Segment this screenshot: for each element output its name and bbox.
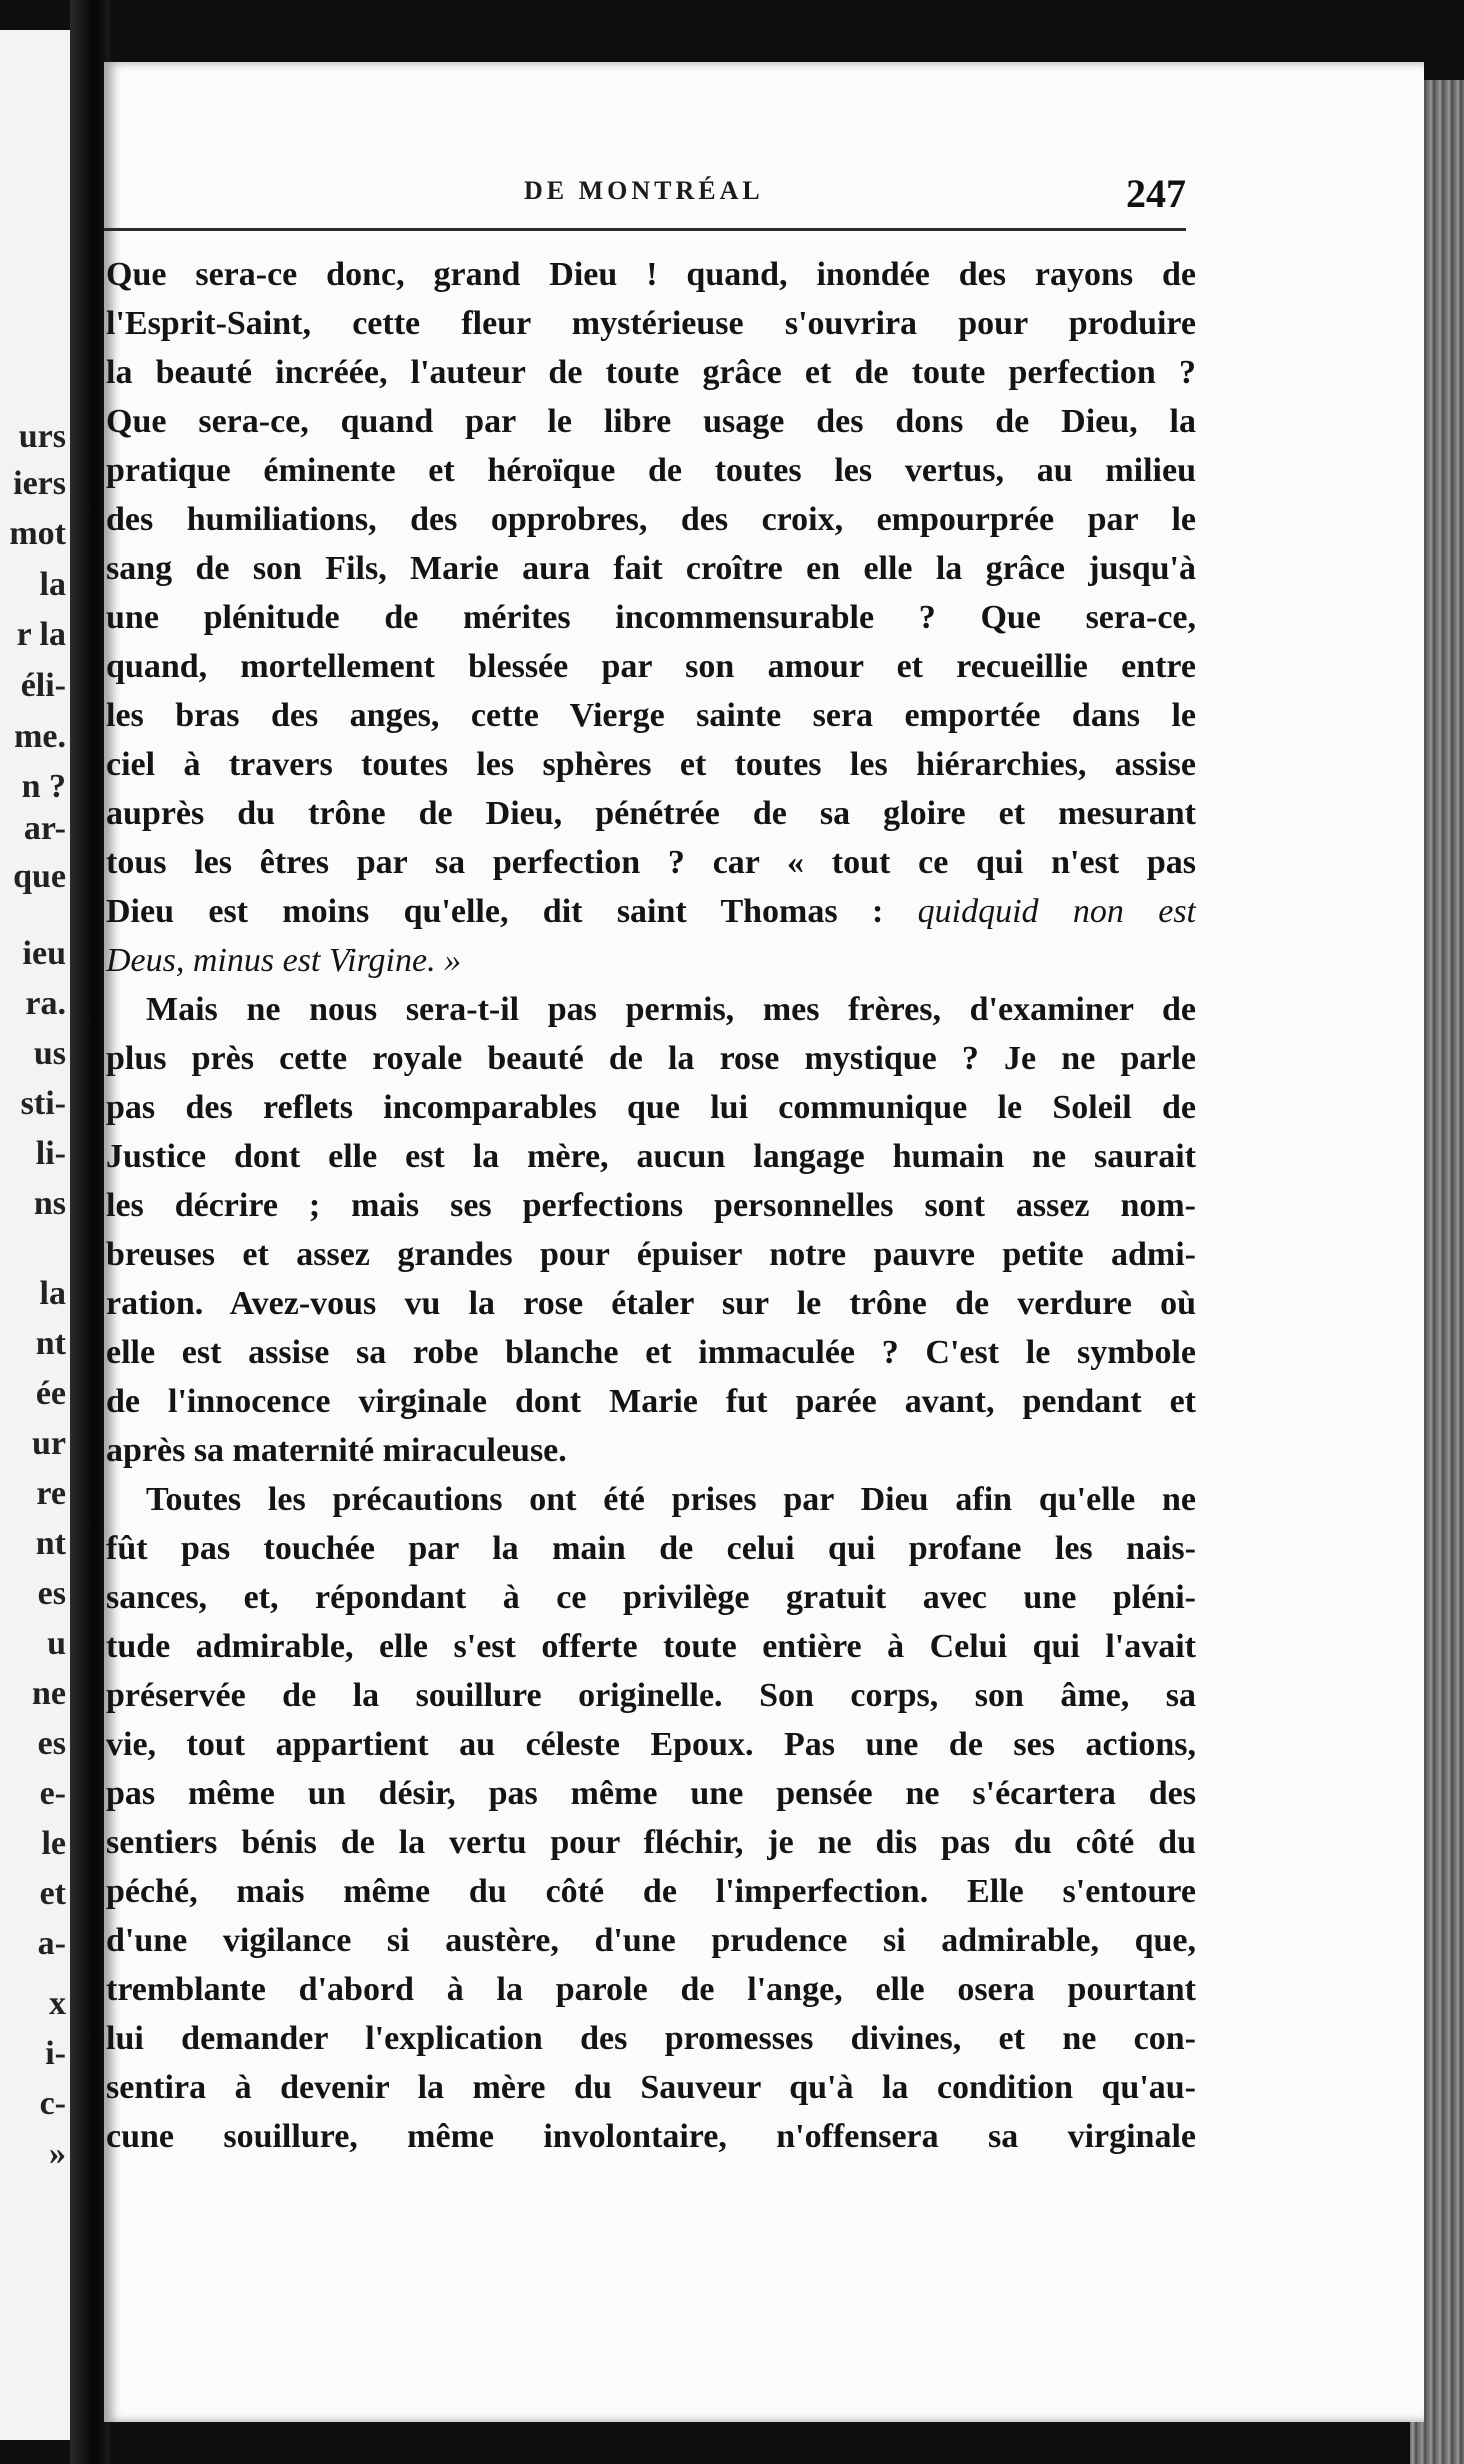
italic-quote-line: Deus, minus est Virgine. » <box>106 942 462 979</box>
text-line: Que sera-ce, quand par le libre usage des dons de Dieu, la <box>106 403 1196 440</box>
text-line: elle est assise sa robe blanche et immaculée ? C'est le symbole <box>106 1334 1196 1371</box>
left-page-text-fragment: urs <box>18 418 66 455</box>
text-line: des humiliations, des opprobres, des croix, empourprée par le <box>106 501 1196 538</box>
left-page-text-fragment: nt <box>35 1525 66 1562</box>
left-page-text-fragment: e- <box>39 1775 66 1812</box>
text-line: les décrire ; mais ses perfections personnelles sont assez nom- <box>106 1187 1196 1224</box>
text-line: préservée de la souillure originelle. Son corps, son âme, sa <box>106 1677 1196 1714</box>
left-page-text-fragment: iers <box>13 465 66 502</box>
page-header <box>104 170 1424 226</box>
left-page-text-fragment: ur <box>32 1425 66 1462</box>
text-line: ciel à travers toutes les sphères et toutes les hiérarchies, assise <box>106 746 1196 783</box>
text-line-start: Dieu est moins qu'elle, dit saint Thomas : <box>106 893 884 930</box>
left-page-text-fragment: ne <box>32 1675 66 1712</box>
text-line: plus près cette royale beauté de la rose mystique ? Je ne parle <box>106 1040 1196 1077</box>
paragraph-start-line: Toutes les précautions ont été prises par Dieu afin qu'elle ne <box>146 1481 1196 1518</box>
left-page-text-fragment: éli- <box>20 667 66 704</box>
left-page-text-fragment: ns <box>33 1185 66 1222</box>
text-line: pas des reflets incomparables que lui communique le Soleil de <box>106 1089 1196 1126</box>
left-page-text-fragment: et <box>39 1875 66 1912</box>
left-page-text-fragment: nt <box>35 1325 66 1362</box>
text-line: une plénitude de mérites incommensurable ? Que sera-ce, <box>106 599 1196 636</box>
left-page-text-fragment: re <box>36 1475 66 1512</box>
left-page-text-fragment: » <box>49 2135 66 2172</box>
left-page-text-fragment: ée <box>35 1375 66 1412</box>
italic-quote: quidquid non est <box>917 893 1196 930</box>
text-line: cune souillure, même involontaire, n'offensera sa virginale <box>106 2118 1196 2155</box>
text-line: tremblante d'abord à la parole de l'ange, elle osera pourtant <box>106 1971 1196 2008</box>
text-line: de l'innocence virginale dont Marie fut parée avant, pendant et <box>106 1383 1196 1420</box>
text-line: pratique éminente et héroïque de toutes les vertus, au milieu <box>106 452 1196 489</box>
left-page-text-fragment: x <box>49 1985 66 2022</box>
left-page-text-fragment: ieu <box>22 935 66 972</box>
left-page-text-fragment: le <box>41 1825 66 1862</box>
left-page-text-fragment: a- <box>37 1925 66 1962</box>
paragraph-end-line: après sa maternité miraculeuse. <box>106 1432 567 1469</box>
left-page-text-fragment: que <box>13 858 66 895</box>
running-title: DE MONTRÉAL <box>524 176 764 205</box>
left-page-text-fragment: la <box>39 566 66 603</box>
text-line-with-quote <box>104 887 1196 936</box>
text-line: les bras des anges, cette Vierge sainte sera emportée dans le <box>106 697 1196 734</box>
left-page-text-fragment: es <box>37 1725 66 1762</box>
text-line: vie, tout appartient au céleste Epoux. Pas une de ses actions, <box>106 1726 1196 1763</box>
left-page-text-fragment: c- <box>39 2085 66 2122</box>
left-page-text-fragment: la <box>39 1275 66 1312</box>
body-text <box>104 250 1196 2161</box>
text-line: sentiers bénis de la vertu pour fléchir, je ne dis pas du côté du <box>106 1824 1196 1861</box>
paragraph-start-line: Mais ne nous sera-t-il pas permis, mes frères, d'examiner de <box>146 991 1196 1028</box>
left-page-text-fragment: li- <box>35 1135 66 1172</box>
text-line: tude admirable, elle s'est offerte toute entière à Celui qui l'avait <box>106 1628 1196 1665</box>
text-line: lui demander l'explication des promesses divines, et ne con- <box>106 2020 1196 2057</box>
left-page-text-fragment: me. <box>14 718 66 755</box>
left-page-text-fragment: i- <box>45 2035 66 2072</box>
left-page-text-fragment: es <box>37 1575 66 1612</box>
left-page-text-fragment: mot <box>9 515 66 552</box>
text-line: l'Esprit-Saint, cette fleur mystérieuse s'ouvrira pour produire <box>106 305 1196 342</box>
text-line: sang de son Fils, Marie aura fait croître en elle la grâce jusqu'à <box>106 550 1196 587</box>
text-line: fût pas touchée par la main de celui qui profane les nais- <box>106 1530 1196 1567</box>
page-number: 247 <box>1126 171 1186 216</box>
header-rule <box>104 228 1186 231</box>
text-line: breuses et assez grandes pour épuiser notre pauvre petite admi- <box>106 1236 1196 1273</box>
text-line: Justice dont elle est la mère, aucun langage humain ne saurait <box>106 1138 1196 1175</box>
left-page-text-fragment: ra. <box>25 985 66 1022</box>
text-line: la beauté incréée, l'auteur de toute grâce et de toute perfection ? <box>106 354 1196 391</box>
left-page-text-fragment: ar- <box>23 810 66 847</box>
text-line: sances, et, répondant à ce privilège gratuit avec une pléni- <box>106 1579 1196 1616</box>
page <box>104 62 1424 2422</box>
left-page-text-fragment: u <box>47 1625 66 1662</box>
text-line: Que sera-ce donc, grand Dieu ! quand, inondée des rayons de <box>106 256 1196 293</box>
text-line: ration. Avez-vous vu la rose étaler sur le trône de verdure où <box>106 1285 1196 1322</box>
left-page-text-fragment: n ? <box>21 768 66 805</box>
text-line: sentira à devenir la mère du Sauveur qu'à la condition qu'au- <box>106 2069 1196 2106</box>
left-page-fragment <box>0 30 74 2440</box>
text-line: quand, mortellement blessée par son amour et recueillie entre <box>106 648 1196 685</box>
text-line: pas même un désir, pas même une pensée ne s'écartera des <box>106 1775 1196 1812</box>
text-line: d'une vigilance si austère, d'une prudence si admirable, que, <box>106 1922 1196 1959</box>
text-line: auprès du trône de Dieu, pénétrée de sa gloire et mesurant <box>106 795 1196 832</box>
left-page-text-fragment: us <box>33 1035 66 1072</box>
left-page-text-fragment: sti- <box>20 1085 66 1122</box>
left-page-text-fragment: r la <box>16 616 66 653</box>
text-line: tous les êtres par sa perfection ? car « tout ce qui n'est pas <box>106 844 1196 881</box>
text-line: péché, mais même du côté de l'imperfection. Elle s'entoure <box>106 1873 1196 1910</box>
